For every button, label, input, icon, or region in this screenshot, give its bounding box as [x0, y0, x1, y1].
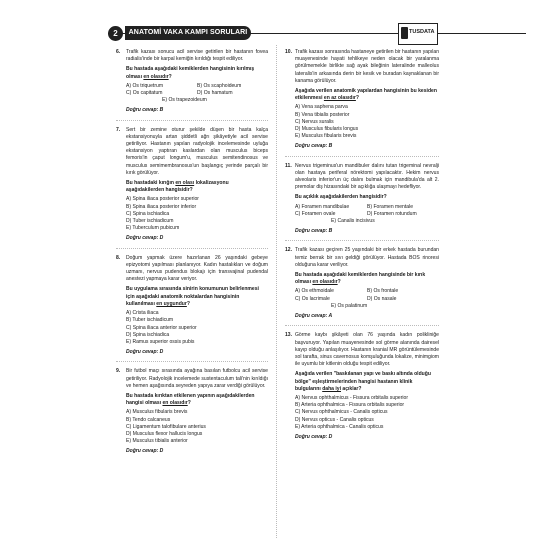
question-number: 13. — [285, 332, 293, 339]
question-stem: Trafik kazası sonrasında hastaneye getirilen bir hastanın yapılan muayenesinde hayati tehlikeye neden olacak bir yaralanma görülmemekle birlikte sağ ayak bileğinin lateralinde malleolus lateralis'in arkasında derin bir kesik ve buradan kaynaklanan bir kanama görülüyor. — [295, 49, 440, 84]
emphasis-text: en olasıdır — [143, 73, 169, 80]
answer-option: E) Musculus tibialis anterior — [126, 438, 188, 445]
answer-options — [126, 83, 268, 105]
question-stem: Bir futbol maçı sırasında ayağına basılan futbolcu acil servise getiriliyor. Radyolojik incelemede sustentaculum tali'nin kırıldığı ve hemen aşağısında seyreden yapıya zarar verdiği görülüyor. — [126, 368, 268, 389]
question-prompt — [295, 88, 439, 102]
emphasis-text: en olası — [175, 180, 195, 187]
prompt-text: ? — [186, 300, 190, 307]
prompt-text: Aşağıda verilen "baskılanan yapı ve baskı altında olduğu bölge" eşleştirmelerinden hangisi hastanın klinik bulgularını — [295, 371, 431, 392]
correct-answer: Doğru cevap: D — [126, 448, 164, 455]
answer-option: E) Tuberculum pubicum — [126, 225, 180, 232]
page-number-badge: 2 — [108, 26, 123, 41]
emphasis-text: daha iyi — [322, 385, 341, 392]
question-number: 10. — [285, 49, 293, 55]
prompt-text: Aşağıda verilen anatomik yapılardan hangisinin bu kesiden etkilenmesi — [295, 88, 437, 102]
prompt-text: Bu hastada kırıktan etkilenen yapının aşağıdakilerden hangisi olması — [126, 392, 255, 407]
question-block — [116, 49, 268, 115]
answer-option: B) Spina iliaca posterior inferior — [126, 203, 197, 210]
question-stem: Doğum yapmak üzere hazırlanan 26 yaşındaki gebeye epizyotomi yapılması planlanıyor. Kadın hastalıkları ve doğum uzmanı, nervus pudendus blokajı için transvajinal pudendal anestezi yapmaya karar veriyor. — [126, 254, 268, 283]
prompt-text: Bu hastada aşağıdaki kemiklerden hangisinin kırılmış olması — [126, 66, 255, 80]
prompt-text: Bu açıklık aşağıdakilerden hangisidir? — [295, 194, 387, 201]
correct-answer: Doğru cevap: D — [126, 235, 164, 242]
answer-option: D) Foramen rotundum — [367, 210, 417, 217]
prompt-text: Bu hastadaki kırığın — [126, 180, 176, 187]
answer-option: A) Spina iliaca posterior superior — [126, 196, 199, 203]
question-stem: Trafik kazası geçiren 25 yaşındaki bir erkek hastada burundan temiz berrak bir sıvı geldiği görülüyor. Hastada BOS rinoresi olduğuna karar veriliyor. — [295, 247, 439, 268]
question-number: 6. — [116, 49, 121, 55]
answer-option: D) Tuber ischiadicum — [126, 218, 174, 225]
prompt-text: ? — [355, 95, 359, 102]
answer-option: E) Ramus superior ossis pubis — [126, 338, 195, 345]
options-row — [295, 204, 439, 211]
answer-option: B) Tuber ischiadicum — [126, 317, 174, 324]
book-icon — [401, 27, 408, 39]
question-prompt — [295, 194, 439, 201]
question-block — [285, 247, 439, 320]
question-number: 7. — [116, 126, 121, 133]
prompt-text: ? — [187, 400, 191, 407]
answer-option: A) Os triquetrum — [126, 82, 164, 89]
answer-options — [126, 310, 268, 346]
question-block — [116, 255, 268, 357]
answer-option: D) Musculus flexor hallucis longus — [126, 430, 203, 437]
answer-option: B) Vena tibialis posterior — [295, 111, 350, 118]
question-prompt — [126, 393, 268, 407]
question-separator — [285, 240, 439, 241]
answer-options — [295, 104, 439, 140]
brand-logo — [398, 23, 438, 45]
answer-option: D) Spina ischiadica — [126, 331, 170, 338]
answer-option: E) Musculus fibularis brevis — [295, 133, 357, 140]
answer-option: A) Os ethmoidale — [295, 288, 334, 295]
answer-option: B) Foramen mentale — [367, 203, 414, 210]
correct-answer: Doğru cevap: D — [295, 433, 333, 440]
prompt-text: açıklar? — [341, 385, 362, 392]
answer-options — [126, 196, 268, 232]
answer-option: C) Nervus ophthalmicus - Canalis opticus — [295, 409, 388, 416]
answer-option: D) Os nasale — [367, 295, 397, 302]
question-stem: Görme kaybı şikâyeti olan 76 yaşında kadın polikliniğe başvuruyor. Yapılan muayenesinde sol görme alanında dairesel kayıp olduğu anlaşılıyor. Hastanın kranial MR görüntülemesinde sol tarafta, sinus cavernosus komşuluğunda lokalize, minimgiom ile uyumlu bir kitlenin olduğu tespit ediliyor. — [295, 332, 439, 368]
question-separator — [116, 120, 268, 121]
question-block — [116, 127, 268, 243]
answer-option: D) Nervus opticus - Canalis opticus — [295, 416, 374, 423]
answer-option: E) Arteria ophthalmica - Canalis opticus — [295, 423, 384, 430]
answer-options — [126, 409, 268, 445]
answer-option: A) Nervus ophthalmicus - Fissura orbitalis superior — [295, 394, 409, 401]
answer-options — [295, 395, 439, 431]
question-number: 9. — [116, 368, 121, 375]
question-prompt — [126, 286, 268, 308]
question-block — [116, 368, 268, 455]
question-block — [285, 332, 439, 441]
question-prompt — [295, 371, 439, 393]
correct-answer: Doğru cevap: B — [126, 107, 164, 114]
answer-options — [295, 288, 439, 310]
question-stem: Sert bir zemine oturur şekilde düşen bir hasta kalça ekstansiyonuyla artan şiddetli ağrı şikâyetiyle acil servise getiriliyor. Hastanın yapılan radyolojik incelemesinde uyluğa ekstansiyon yaptıran kaslardan olan musculus biceps femoris'in çaput longum'u, musculus semitendinosus ve musculus semimembranosus'un başlangıç yerinde parçalı bir kırık görülüyor. — [126, 126, 268, 176]
prompt-text: ? — [337, 279, 341, 286]
answer-option: B) Arteria ophthalmica - Fissura orbitalis superior — [295, 402, 405, 409]
answer-option: B) Tendo calcaneus — [126, 416, 171, 423]
question-prompt — [126, 66, 268, 80]
answer-option: B) Os scaphoideum — [197, 82, 242, 89]
question-separator — [116, 361, 268, 362]
options-row — [295, 296, 439, 303]
options-row — [126, 90, 268, 97]
answer-option: A) Vena saphena parva — [295, 104, 348, 111]
options-row — [295, 211, 439, 218]
answer-option: D) Musculus fibularis longus — [295, 126, 359, 133]
emphasis-text: en olasıdır — [162, 400, 188, 407]
answer-option: C) Os lacrimale — [295, 295, 330, 302]
correct-answer: Doğru cevap: B — [295, 143, 333, 150]
question-prompt — [126, 180, 268, 194]
question-stem: Nervus trigeminus'un mandibuler dalını tutan trigeminal nevralji olan hastaya periferal nörektomi yapılacaktır. Hekim nervus alveolaris inferior'un üç dalını bulmak için mandibula'da alt 2. premolar diş hizasındaki bir açıklığa ulaşmayı hedefliyor. — [295, 162, 439, 191]
emphasis-text: en uygundur — [156, 300, 187, 307]
prompt-text: ? — [168, 73, 172, 80]
question-number: 8. — [116, 254, 121, 261]
options-row — [126, 83, 268, 90]
left-column — [116, 49, 268, 456]
answer-option: A) Musculus fibularis brevis — [126, 409, 188, 416]
answer-option: E) Os trapezoideum — [162, 97, 207, 104]
column-divider — [276, 45, 277, 538]
question-block — [285, 49, 439, 151]
section-title: ANATOMİ VAKA KAMPI SORULARI — [125, 26, 251, 40]
answer-option: B) Os frontale — [367, 288, 399, 295]
question-stem: Trafik kazası sonucu acil servise getirilen bir hastanın fovea radialis'inde bir karpal kemiğin kırıldığı tespit ediliyor. — [126, 49, 268, 63]
answer-option: E) Canalis incisivus — [331, 218, 375, 225]
correct-answer: Doğru cevap: B — [295, 228, 333, 235]
question-prompt — [295, 272, 439, 286]
question-separator — [116, 248, 268, 249]
answer-option: A) Foramen mandibulae — [295, 203, 350, 210]
prompt-text: lokalizasyonu aşağıdakilerden hangisidir? — [126, 180, 229, 194]
options-row — [295, 288, 439, 295]
prompt-text: Bu hastada aşağıdaki kemiklerden hangisinde bir kırık olması — [295, 272, 426, 286]
correct-answer: Doğru cevap: A — [295, 313, 333, 320]
question-number: 11. — [285, 162, 292, 169]
question-separator — [285, 325, 439, 326]
answer-options — [295, 204, 439, 226]
answer-option: C) Os capitatum — [126, 90, 163, 97]
question-number: 12. — [285, 247, 293, 254]
answer-option: C) Foramen ovale — [295, 210, 336, 217]
question-separator — [285, 156, 439, 157]
answer-option: D) Os hamatum — [197, 90, 233, 97]
brand-name: TUSDATA — [409, 29, 435, 35]
answer-option: C) Spina ischiadica — [126, 210, 170, 217]
question-block — [285, 163, 439, 236]
answer-option: C) Ligamentum talofibulare anterius — [126, 423, 206, 430]
right-column — [285, 49, 439, 441]
answer-option: A) Crista iliaca — [126, 310, 159, 317]
emphasis-text: en olasıdır — [312, 279, 338, 286]
answer-option: C) Nervus suralis — [295, 118, 334, 125]
answer-option: C) Spina iliaca anterior superior — [126, 324, 197, 331]
emphasis-text: en az olasıdır — [323, 95, 356, 102]
answer-option: E) Os palatinum — [331, 302, 368, 309]
correct-answer: Doğru cevap: D — [126, 349, 164, 356]
prompt-text: Bu uygulama sırasında sinirin konumunun belirlenmesi için aşağıdaki anatomik noktalardan hangisinin kullanılması — [126, 286, 259, 307]
